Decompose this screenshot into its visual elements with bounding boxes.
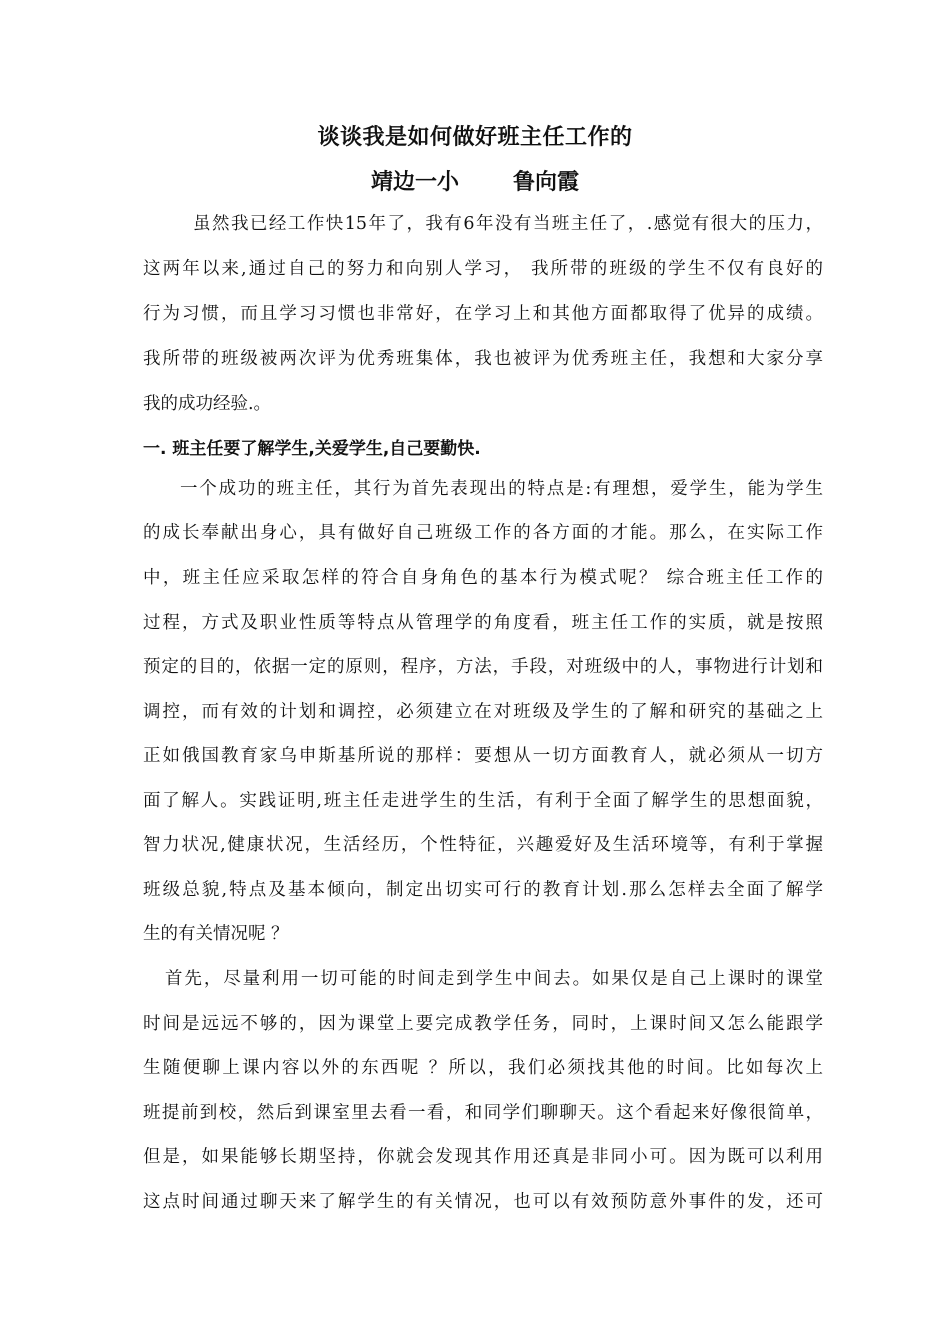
body-line: 生随便聊上课内容以外的东西呢 ？所以，我们必须找其他的时间。比如每次上 [143,1058,823,1078]
body-line: 的成长奉献出身心，具有做好自己班级工作的各方面的才能。那么，在实际工作 [143,523,823,543]
body-line: 一个成功的班主任，其行为首先表现出的特点是:有理想，爱学生，能为学生 [180,479,823,499]
body-line: 生的有关情况呢 ？ [143,924,289,944]
body-line: 但是，如果能够长期坚持，你就会发现其作用还真是非同小可。因为既可以利用 [143,1147,823,1167]
body-line: 首先，尽量利用一切可能的时间走到学生中间去。如果仅是自己上课时的课堂 [165,969,823,989]
body-line: 智力状况,健康状况，生活经历，个性特征，兴趣爱好及生活环境等，有利于掌握 [143,835,823,855]
body-line: 我所带的班级被两次评为优秀班集体，我也被评为优秀班主任，我想和大家分享 [143,349,823,369]
body-line: 这两年以来,通过自己的努力和向别人学习， 我所带的班级的学生不仅有良好的 [143,259,823,279]
body-line: 调控，而有效的计划和调控，必须建立在对班级及学生的了解和研究的基础之上 [143,702,823,722]
body-line: 时间是远远不够的，因为课堂上要完成教学任务，同时，上课时间又怎么能跟学 [143,1014,823,1034]
body-line: 中，班主任应采取怎样的符合自身角色的基本行为模式呢？ 综合班主任工作的 [143,568,823,588]
body-line: 预定的目的，依据一定的原则，程序，方法，手段，对班级中的人，事物进行计划和 [143,657,823,677]
section-heading: 一. 班主任要了解学生,关爱学生,自己要勤快. [143,439,481,459]
document-author [0,165,950,196]
body-line: 正如俄国教育家乌申斯基所说的那样：要想从一切方面教育人，就必须从一切方 [143,746,823,766]
author-school: 靖边一小 [370,170,459,195]
body-line: 班提前到校，然后到课室里去看一看，和同学们聊聊天。这个看起来好像很简单， [143,1103,823,1123]
body-line: 这点时间通过聊天来了解学生的有关情况，也可以有效预防意外事件的发，还可 [143,1192,823,1212]
body-line: 虽然我已经工作快15年了，我有6年没有当班主任了，.感觉有很大的压力， [193,214,823,234]
author-name: 鲁向霞 [513,170,580,195]
body-line: 班级总貌,特点及基本倾向，制定出切实可行的教育计划.那么怎样去全面了解学 [143,880,823,900]
body-line: 面了解人。实践证明,班主任走进学生的生活，有利于全面了解学生的思想面貌， [143,791,823,811]
document-title: 谈谈我是如何做好班主任工作的 [317,125,633,150]
body-line: 我的成功经验.。 [143,394,272,414]
body-line: 行为习惯，而且学习习惯也非常好，在学习上和其他方面都取得了优异的成绩。 [143,304,823,324]
body-line: 过程，方式及职业性质等特点从管理学的角度看，班主任工作的实质，就是按照 [143,613,823,633]
